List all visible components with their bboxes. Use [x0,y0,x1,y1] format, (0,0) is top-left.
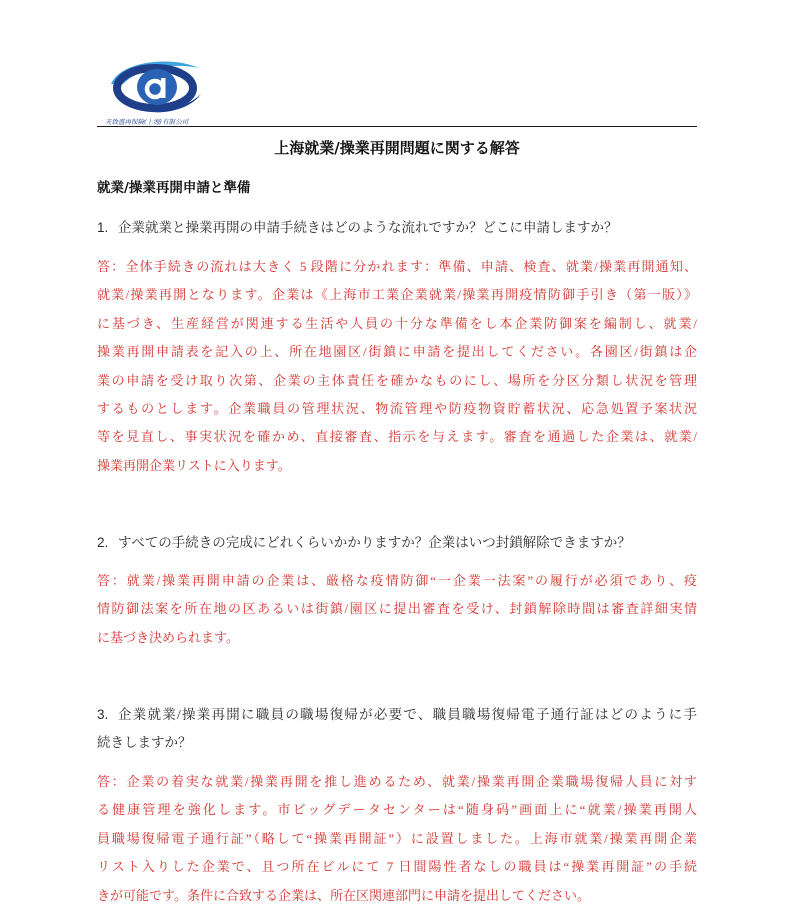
answer-line: きが可能です。条件に合致する企業は、所在区関連部門に申請を提出してください。 [97,887,590,903]
question-text: すべての手続きの完成にどれくらいかかりますか？企業はいつ封鎖解除できますか？ [118,535,631,550]
answer-1 [97,253,697,480]
answer-2 [97,567,697,652]
question-line [97,701,697,729]
document-title: 上海就業/操業再開問題に関する解答 [274,139,520,157]
question-line: 続きしますか？ [97,735,192,751]
answer-line: するものとします。企業職員の管理状況、物流管理や防疫物資貯蓄状況、応急処置予案状況 [97,400,697,416]
logo-disc [137,69,177,105]
answer-line: 就業/操業再開となります。企業は《上海市工業企業就業/操業再開疫情防御手引き（第一版）》 [97,287,697,303]
answer-line: 等を見直し、事実状況を確かめ、直接審査、指示を与えます。審査を通過した企業は、就業/ [97,429,697,445]
question-number: 2. [97,535,109,550]
company-logo [103,54,215,128]
question-text: 企業就業と操業再開の申請手続きはどのような流れですか？どこに申請しますか？ [118,220,618,235]
answer-line: る健康管理を強化します。市ビッグデータセンターは“随身码”画面上に“就業/操業再開人 [97,802,697,818]
answer-3 [97,768,697,910]
answer-line: 答：全体手続きの流れは大きく 5 段階に分かれます：準備、申請、検査、就業/操業再開通知、 [97,259,697,274]
header-divider [97,126,697,127]
answer-line: 業の申請を受け取り次第、企業の主体責任を確かなものにし、場所を分区分類し状況を管理 [97,372,697,388]
answer-line: 操業再開申請表を記入の上、所在地園区/街鎮に申請を提出してください。各園区/街鎮は企 [97,344,697,360]
answer-line: 員職場復帰電子通行証”（略して“操業再開証”）に設置しました。上海市就業/操業再開企業 [97,830,697,846]
question-2 [97,529,697,557]
answer-line: リスト入りした企業で、且つ所在ビルにて 7 日間陽性者なしの職員は“操業再開証”の手続 [97,859,697,875]
question-line [97,529,697,557]
section-heading: 就業/操業再開申請と準備 [97,180,251,196]
question-3 [97,701,697,758]
logo-letter-stem [161,78,166,98]
company-logo-emblem [103,54,215,128]
question-1 [97,214,697,242]
answer-line: 答：企業の着実な就業/操業再開を推し進めるため、就業/操業再開企業職場復帰人員に対す [97,774,697,789]
answer-line: 情防御法案を所在地の区あるいは街鎮/園区に提出審査を受け、封鎖解除時間は審査詳細実情 [97,601,697,617]
question-number: 3. [97,707,109,722]
question-number: 1. [97,220,109,235]
answer-line: 操業再開企業リストに入ります。 [97,457,291,473]
answer-line: 答：就業/操業再開申請の企業は、厳格な疫情防御“一企業一法案”の履行が必須であり、疫 [97,573,697,588]
answer-line: に基づき決められます。 [97,629,239,645]
answer-line: に基づき、生産経営が関連する生活や人員の十分な準備をし本企業防御案を編制し、就業/ [97,315,697,331]
question-text: 企業就業/操業再開に職員の職場復帰が必要で、職員職場復帰電子通行証はどのように手 [118,707,697,722]
question-line [97,214,697,242]
logo-company-name: 天致盛再保險(上海)有限公司 [105,118,189,126]
